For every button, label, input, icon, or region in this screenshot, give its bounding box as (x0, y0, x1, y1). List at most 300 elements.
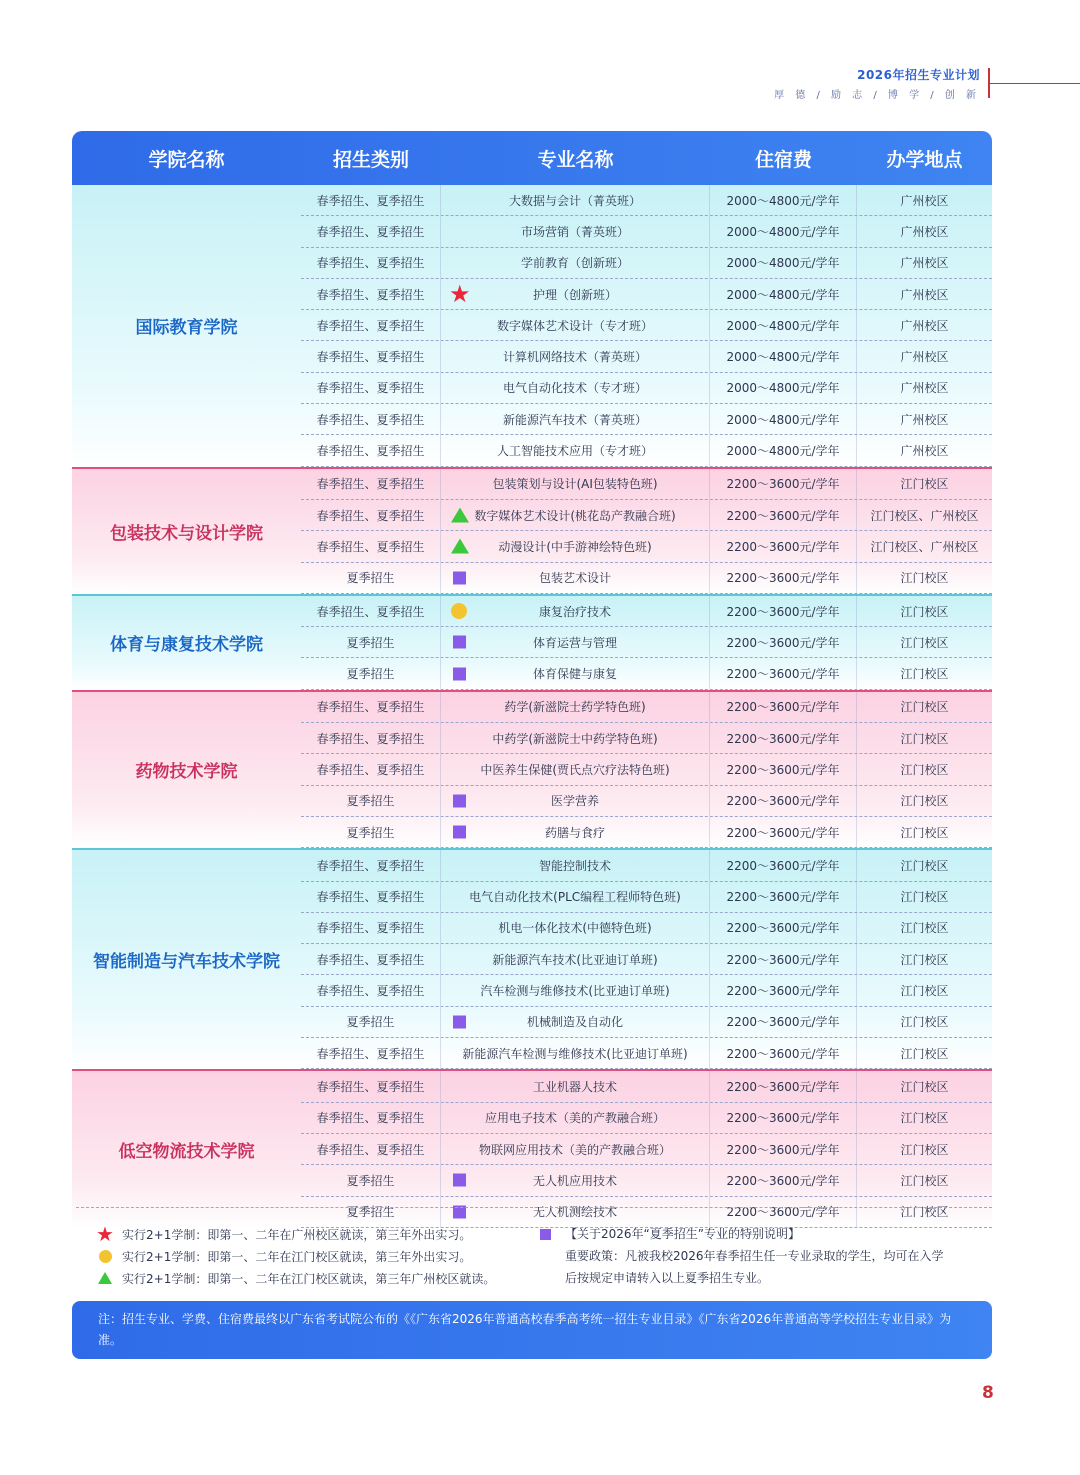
table-row (301, 944, 992, 975)
campus-location-cell-text: 江门校区 (900, 731, 949, 746)
star-icon: ★ (96, 1222, 114, 1246)
legend-circle-text: 实行2+1学制：即第一、二年在江门校区就读，第三年外出实习。 (122, 1249, 472, 1264)
enrollment-type-cell (301, 754, 441, 784)
table-row (301, 279, 992, 310)
enrollment-type-cell (301, 469, 441, 499)
major-name-cell-text: 电气自动化技术(PLC编程工程师特色班) (469, 890, 681, 905)
major-name-cell-text: 动漫设计(中手游神绘特色班) (498, 539, 652, 554)
major-name-cell-text: 医学营养 (550, 794, 599, 809)
enrollment-type-cell (301, 310, 441, 340)
college-rows (301, 850, 992, 1069)
major-name-cell (441, 1071, 710, 1101)
major-name-cell-text: 大数据与会计（菁英班） (508, 193, 641, 208)
col-header-college: 学院名称 (148, 148, 225, 171)
accommodation-fee-cell (710, 723, 857, 753)
accommodation-fee-cell (710, 185, 857, 215)
legend-divider (76, 1207, 992, 1208)
table-row (301, 1038, 992, 1069)
triangle-icon (451, 539, 469, 554)
page-header (774, 66, 980, 101)
table-row (301, 373, 992, 404)
enrollment-type-cell (301, 944, 441, 974)
campus-location-cell (857, 435, 992, 465)
major-name-cell-text: 包装艺术设计 (538, 571, 611, 586)
accommodation-fee-cell-text: 2000～4800元/学年 (726, 193, 840, 208)
college-rows (301, 469, 992, 594)
major-name-cell (441, 658, 710, 688)
enrollment-table (72, 131, 992, 1228)
accommodation-fee-cell (710, 1071, 857, 1101)
enrollment-type-cell (301, 1165, 441, 1195)
accommodation-fee-cell-text: 2200～3600元/学年 (726, 571, 840, 586)
enrollment-type-cell (301, 404, 441, 434)
campus-location-cell-text: 江门校区 (900, 825, 949, 840)
major-name-cell-text: 新能源汽车技术(比亚迪订单班) (492, 952, 658, 967)
accommodation-fee-cell-text: 2200～3600元/学年 (726, 825, 840, 840)
enrollment-type-cell (301, 1134, 441, 1164)
accommodation-fee-cell (710, 248, 857, 278)
enrollment-type-cell (301, 216, 441, 246)
school-motto: 厚 德 / 励 志 / 博 学 / 创 新 (774, 90, 980, 101)
table-row (301, 658, 992, 689)
enrollment-type-cell (301, 692, 441, 722)
enrollment-type-cell (301, 723, 441, 753)
enrollment-type-cell (301, 1007, 441, 1037)
major-name-cell-text: 汽车检测与维修技术(比亚迪订单班) (480, 984, 670, 999)
major-name-cell-text: 数字媒体艺术设计（专才班） (496, 318, 653, 333)
accommodation-fee-cell (710, 373, 857, 403)
accommodation-fee-cell-text: 2200～3600元/学年 (726, 890, 840, 905)
table-row (301, 692, 992, 723)
table-row (301, 913, 992, 944)
campus-location-cell-text: 广州校区 (900, 381, 949, 396)
college-group (72, 690, 992, 848)
enrollment-type-cell (301, 531, 441, 561)
triangle-icon (94, 1272, 116, 1284)
accommodation-fee-cell-text: 2200～3600元/学年 (726, 984, 840, 999)
campus-location-cell (857, 975, 992, 1005)
campus-location-cell (857, 913, 992, 943)
table-row (301, 1103, 992, 1134)
accommodation-fee-cell-text: 2200～3600元/学年 (726, 1111, 840, 1126)
accommodation-fee-cell-text: 2200～3600元/学年 (726, 952, 840, 967)
enrollment-type-cell (301, 435, 441, 465)
campus-location-cell (857, 310, 992, 340)
campus-location-cell-text: 江门校区 (900, 1111, 949, 1126)
table-row (301, 216, 992, 247)
square-icon (453, 571, 466, 584)
college-group (72, 594, 992, 690)
enrollment-type-cell (301, 341, 441, 371)
accommodation-fee-cell (710, 975, 857, 1005)
enrollment-type-cell-text: 春季招生、夏季招生 (316, 539, 425, 554)
table-row (301, 310, 992, 341)
major-name-cell-text: 新能源汽车检测与维修技术(比亚迪订单班) (462, 1046, 688, 1061)
table-header (72, 131, 992, 185)
enrollment-type-cell-text: 夏季招生 (346, 635, 395, 650)
accommodation-fee-cell-text: 2000～4800元/学年 (726, 444, 840, 459)
table-row (301, 500, 992, 531)
major-name-cell (441, 373, 710, 403)
campus-location-cell (857, 216, 992, 246)
major-name-cell-text: 护理（创新班） (532, 287, 617, 302)
legend-item-star (94, 1223, 495, 1245)
enrollment-type-cell (301, 786, 441, 816)
enrollment-type-cell-text: 春季招生、夏季招生 (316, 350, 425, 365)
accommodation-fee-cell (710, 469, 857, 499)
college-rows (301, 596, 992, 690)
campus-location-cell (857, 627, 992, 657)
enrollment-type-cell (301, 850, 441, 880)
accommodation-fee-cell-text: 2000～4800元/学年 (726, 224, 840, 239)
major-name-cell-text: 市场营销（菁英班） (520, 224, 629, 239)
major-name-cell-text: 药膳与食疗 (544, 825, 605, 840)
major-name-cell-text: 应用电子技术（美的产教融合班） (484, 1111, 665, 1126)
college-group (72, 848, 992, 1069)
campus-location-cell-text: 江门校区、广州校区 (870, 539, 979, 554)
legend-right (540, 1223, 944, 1289)
major-name-cell (441, 975, 710, 1005)
enrollment-type-cell-text: 春季招生、夏季招生 (316, 193, 425, 208)
major-name-cell-text: 体育运营与管理 (532, 635, 617, 650)
major-name-cell-text: 数字媒体艺术设计(桃花岛产教融合班) (474, 508, 676, 523)
major-name-cell (441, 944, 710, 974)
enrollment-type-cell-text: 春季招生、夏季招生 (316, 700, 425, 715)
major-name-cell (441, 723, 710, 753)
table-row (301, 1165, 992, 1196)
major-name-cell (441, 531, 710, 561)
campus-location-cell-text: 广州校区 (900, 224, 949, 239)
campus-location-cell-text: 广州校区 (900, 193, 949, 208)
major-name-cell-text: 学前教育（创新班） (520, 256, 629, 271)
campus-location-cell-text: 广州校区 (900, 318, 949, 333)
accommodation-fee-cell-text: 2000～4800元/学年 (726, 318, 840, 333)
college-group (72, 1069, 992, 1227)
enrollment-type-cell-text: 春季招生、夏季招生 (316, 762, 425, 777)
table-row (301, 435, 992, 466)
major-name-cell (441, 404, 710, 434)
enrollment-type-cell (301, 279, 441, 309)
accommodation-fee-cell (710, 310, 857, 340)
accommodation-fee-cell-text: 2200～3600元/学年 (726, 1079, 840, 1094)
campus-location-cell (857, 1007, 992, 1037)
college-name: 包装技术与设计学院 (110, 523, 263, 544)
major-name-cell (441, 500, 710, 530)
enrollment-type-cell-text: 春季招生、夏季招生 (316, 1111, 425, 1126)
major-name-cell-text: 电气自动化技术（专才班） (502, 381, 647, 396)
accommodation-fee-cell (710, 216, 857, 246)
campus-location-cell-text: 江门校区 (900, 604, 949, 619)
major-name-cell (441, 1103, 710, 1133)
square-icon (540, 1229, 551, 1240)
enrollment-type-cell-text: 春季招生、夏季招生 (316, 952, 425, 967)
accommodation-fee-cell (710, 1038, 857, 1068)
col-header-major: 专业名称 (537, 148, 614, 171)
enrollment-type-cell-text: 夏季招生 (346, 1173, 395, 1188)
major-name-cell (441, 754, 710, 784)
accommodation-fee-cell-text: 2000～4800元/学年 (726, 350, 840, 365)
campus-location-cell (857, 279, 992, 309)
accommodation-fee-cell-text: 2200～3600元/学年 (726, 794, 840, 809)
enrollment-type-cell (301, 373, 441, 403)
table-row (301, 723, 992, 754)
campus-location-cell-text: 江门校区 (900, 667, 949, 682)
campus-location-cell-text: 江门校区 (900, 1142, 949, 1157)
accommodation-fee-cell-text: 2200～3600元/学年 (726, 1015, 840, 1030)
major-name-cell (441, 216, 710, 246)
square-icon (453, 1174, 466, 1187)
accommodation-fee-cell-text: 2200～3600元/学年 (726, 477, 840, 492)
table-row (301, 754, 992, 785)
square-icon (453, 1015, 466, 1028)
accommodation-fee-cell-text: 2000～4800元/学年 (726, 381, 840, 396)
table-row (301, 627, 992, 658)
major-name-cell (441, 1038, 710, 1068)
enrollment-type-cell (301, 596, 441, 626)
page-number: 8 (982, 1383, 994, 1403)
campus-location-cell (857, 786, 992, 816)
accommodation-fee-cell (710, 563, 857, 593)
enrollment-type-cell-text: 春季招生、夏季招生 (316, 477, 425, 492)
major-name-cell-text: 药学(新滋院士药学特色班) (504, 700, 646, 715)
enrollment-type-cell-text: 春季招生、夏季招生 (316, 858, 425, 873)
accommodation-fee-cell-text: 2200～3600元/学年 (726, 539, 840, 554)
legend-square-line1: 重要政策：凡被我校2026年春季招生任一专业录取的学生，均可在入学 (565, 1249, 944, 1263)
major-name-cell (441, 850, 710, 880)
enrollment-type-cell (301, 913, 441, 943)
legend-square-title-text: 【关于2026年“夏季招生”专业的特别说明】 (565, 1227, 800, 1241)
major-name-cell (441, 786, 710, 816)
col-header-location: 办学地点 (886, 148, 963, 171)
college-name: 低空物流技术学院 (118, 1142, 255, 1163)
enrollment-type-cell (301, 563, 441, 593)
major-name-cell (441, 596, 710, 626)
enrollment-type-cell (301, 627, 441, 657)
campus-location-cell (857, 1103, 992, 1133)
major-name-cell (441, 341, 710, 371)
accommodation-fee-cell-text: 2000～4800元/学年 (726, 412, 840, 427)
major-name-cell-text: 中药学(新滋院士中药学特色班) (492, 731, 658, 746)
accommodation-fee-cell (710, 1134, 857, 1164)
campus-location-cell-text: 广州校区 (900, 287, 949, 302)
header-accent-line (990, 83, 1080, 84)
campus-location-cell (857, 850, 992, 880)
campus-location-cell (857, 404, 992, 434)
campus-location-cell-text: 江门校区 (900, 952, 949, 967)
major-name-cell (441, 1165, 710, 1195)
enrollment-type-cell-text: 春季招生、夏季招生 (316, 731, 425, 746)
accommodation-fee-cell (710, 627, 857, 657)
table-body (72, 185, 992, 1228)
major-name-cell (441, 469, 710, 499)
square-icon (453, 636, 466, 649)
enrollment-type-cell-text: 春季招生、夏季招生 (316, 444, 425, 459)
major-name-cell-text: 机械制造及自动化 (526, 1015, 623, 1030)
accommodation-fee-cell-text: 2200～3600元/学年 (726, 1173, 840, 1188)
major-name-cell-text: 包装策划与设计(AI包装特色班) (492, 477, 658, 492)
major-name-cell-text: 无人机测绘技术 (532, 1205, 617, 1220)
accommodation-fee-cell (710, 596, 857, 626)
table-row (301, 817, 992, 848)
enrollment-type-cell (301, 1038, 441, 1068)
campus-location-cell-text: 江门校区 (900, 1205, 949, 1220)
accommodation-fee-cell (710, 1165, 857, 1195)
square-icon (453, 667, 466, 680)
enrollment-type-cell (301, 1103, 441, 1133)
major-name-cell (441, 310, 710, 340)
enrollment-type-cell-text: 春季招生、夏季招生 (316, 1046, 425, 1061)
college-rows (301, 692, 992, 848)
major-name-cell (441, 692, 710, 722)
campus-location-cell-text: 江门校区 (900, 571, 949, 586)
accommodation-fee-cell-text: 2000～4800元/学年 (726, 287, 840, 302)
enrollment-type-cell-text: 春季招生、夏季招生 (316, 1079, 425, 1094)
major-name-cell-text: 人工智能技术应用（专才班） (496, 444, 653, 459)
enrollment-type-cell-text: 春季招生、夏季招生 (316, 287, 425, 302)
campus-location-cell (857, 1071, 992, 1101)
enrollment-type-cell (301, 1071, 441, 1101)
accommodation-fee-cell-text: 2200～3600元/学年 (726, 635, 840, 650)
legend-left (94, 1223, 495, 1289)
table-row (301, 975, 992, 1006)
campus-location-cell-text: 江门校区 (900, 700, 949, 715)
accommodation-fee-cell (710, 817, 857, 847)
table-row (301, 341, 992, 372)
campus-location-cell (857, 373, 992, 403)
enrollment-type-cell-text: 春季招生、夏季招生 (316, 412, 425, 427)
campus-location-cell (857, 944, 992, 974)
campus-location-cell (857, 185, 992, 215)
legend-triangle-text: 实行2+1学制：即第一、二年在江门校区就读，第三年广州校区就读。 (122, 1271, 496, 1286)
major-name-cell-text: 中医养生保健(贾氏点穴疗法特色班) (480, 762, 670, 777)
campus-location-cell-text: 江门校区 (900, 1173, 949, 1188)
accommodation-fee-cell (710, 1007, 857, 1037)
legend-square-title (540, 1223, 944, 1245)
accommodation-fee-cell (710, 341, 857, 371)
table-row (301, 882, 992, 913)
major-name-cell (441, 627, 710, 657)
accommodation-fee-cell-text: 2200～3600元/学年 (726, 921, 840, 936)
accommodation-fee-cell-text: 2200～3600元/学年 (726, 762, 840, 777)
campus-location-cell-text: 广州校区 (900, 412, 949, 427)
enrollment-type-cell (301, 248, 441, 278)
legend-item-circle (94, 1245, 495, 1267)
circle-icon (94, 1250, 116, 1263)
table-row (301, 786, 992, 817)
campus-location-cell (857, 531, 992, 561)
table-row (301, 850, 992, 881)
campus-location-cell-text: 江门校区 (900, 890, 949, 905)
table-row (301, 469, 992, 500)
major-name-cell (441, 1007, 710, 1037)
campus-location-cell (857, 692, 992, 722)
enrollment-type-cell (301, 185, 441, 215)
legend-item-triangle (94, 1267, 495, 1289)
college-group (72, 467, 992, 594)
table-row (301, 248, 992, 279)
accommodation-fee-cell (710, 404, 857, 434)
enrollment-type-cell-text: 春季招生、夏季招生 (316, 318, 425, 333)
campus-location-cell (857, 817, 992, 847)
table-row (301, 1134, 992, 1165)
campus-location-cell-text: 江门校区、广州校区 (870, 508, 979, 523)
campus-location-cell-text: 江门校区 (900, 635, 949, 650)
enrollment-type-cell (301, 817, 441, 847)
enrollment-type-cell-text: 春季招生、夏季招生 (316, 508, 425, 523)
major-name-cell-text: 无人机应用技术 (532, 1173, 617, 1188)
campus-location-cell-text: 广州校区 (900, 444, 949, 459)
accommodation-fee-cell-text: 2200～3600元/学年 (726, 667, 840, 682)
col-header-type: 招生类别 (332, 148, 409, 171)
square-icon (453, 794, 466, 807)
major-name-cell (441, 1134, 710, 1164)
campus-location-cell-text: 江门校区 (900, 1079, 949, 1094)
campus-location-cell-text: 广州校区 (900, 350, 949, 365)
enrollment-type-cell-text: 夏季招生 (346, 825, 395, 840)
table-row (301, 1071, 992, 1102)
campus-location-cell (857, 1134, 992, 1164)
campus-location-cell (857, 882, 992, 912)
accommodation-fee-cell (710, 882, 857, 912)
campus-location-cell (857, 754, 992, 784)
campus-location-cell (857, 563, 992, 593)
enrollment-type-cell-text: 夏季招生 (346, 667, 395, 682)
table-row (301, 531, 992, 562)
college-rows (301, 1071, 992, 1227)
enrollment-type-cell-text: 春季招生、夏季招生 (316, 256, 425, 271)
accommodation-fee-cell (710, 850, 857, 880)
circle-icon (451, 603, 467, 619)
accommodation-fee-cell (710, 1103, 857, 1133)
enrollment-type-cell (301, 882, 441, 912)
accommodation-fee-cell (710, 500, 857, 530)
enrollment-type-cell (301, 658, 441, 688)
campus-location-cell (857, 341, 992, 371)
accommodation-fee-cell-text: 2200～3600元/学年 (726, 508, 840, 523)
campus-location-cell (857, 1165, 992, 1195)
major-name-cell-text: 物联网应用技术（美的产教融合班） (478, 1142, 671, 1157)
major-name-cell (441, 435, 710, 465)
major-name-cell-text: 工业机器人技术 (532, 1079, 617, 1094)
major-name-cell-text: 智能控制技术 (538, 858, 611, 873)
major-name-cell (441, 185, 710, 215)
accommodation-fee-cell (710, 658, 857, 688)
square-icon (453, 826, 466, 839)
table-row (301, 404, 992, 435)
campus-location-cell (857, 1038, 992, 1068)
campus-location-cell-text: 江门校区 (900, 477, 949, 492)
footnote-text: 注：招生专业、学费、住宿费最终以广东省考试院公布的《《广东省2026年普通高校春季高考统一招生专业目录》《广东省2026年普通高等学校招生专业目录》为准。 (98, 1312, 952, 1347)
triangle-icon (451, 508, 469, 523)
enrollment-type-cell-text: 春季招生、夏季招生 (316, 1142, 425, 1157)
major-name-cell-text: 新能源汽车技术（菁英班） (502, 412, 647, 427)
major-name-cell-text: 体育保健与康复 (532, 667, 617, 682)
enrollment-type-cell-text: 春季招生、夏季招生 (316, 890, 425, 905)
enrollment-type-cell-text: 春季招生、夏季招生 (316, 921, 425, 936)
campus-location-cell-text: 江门校区 (900, 794, 949, 809)
campus-location-cell (857, 596, 992, 626)
accommodation-fee-cell (710, 531, 857, 561)
accommodation-fee-cell (710, 692, 857, 722)
plan-title: 2026年招生专业计划 (857, 68, 980, 82)
table-row (301, 563, 992, 594)
enrollment-type-cell (301, 500, 441, 530)
college-rows (301, 185, 992, 467)
enrollment-type-cell-text: 夏季招生 (346, 571, 395, 586)
major-name-cell (441, 817, 710, 847)
enrollment-type-cell-text: 夏季招生 (346, 1205, 395, 1220)
major-name-cell (441, 563, 710, 593)
